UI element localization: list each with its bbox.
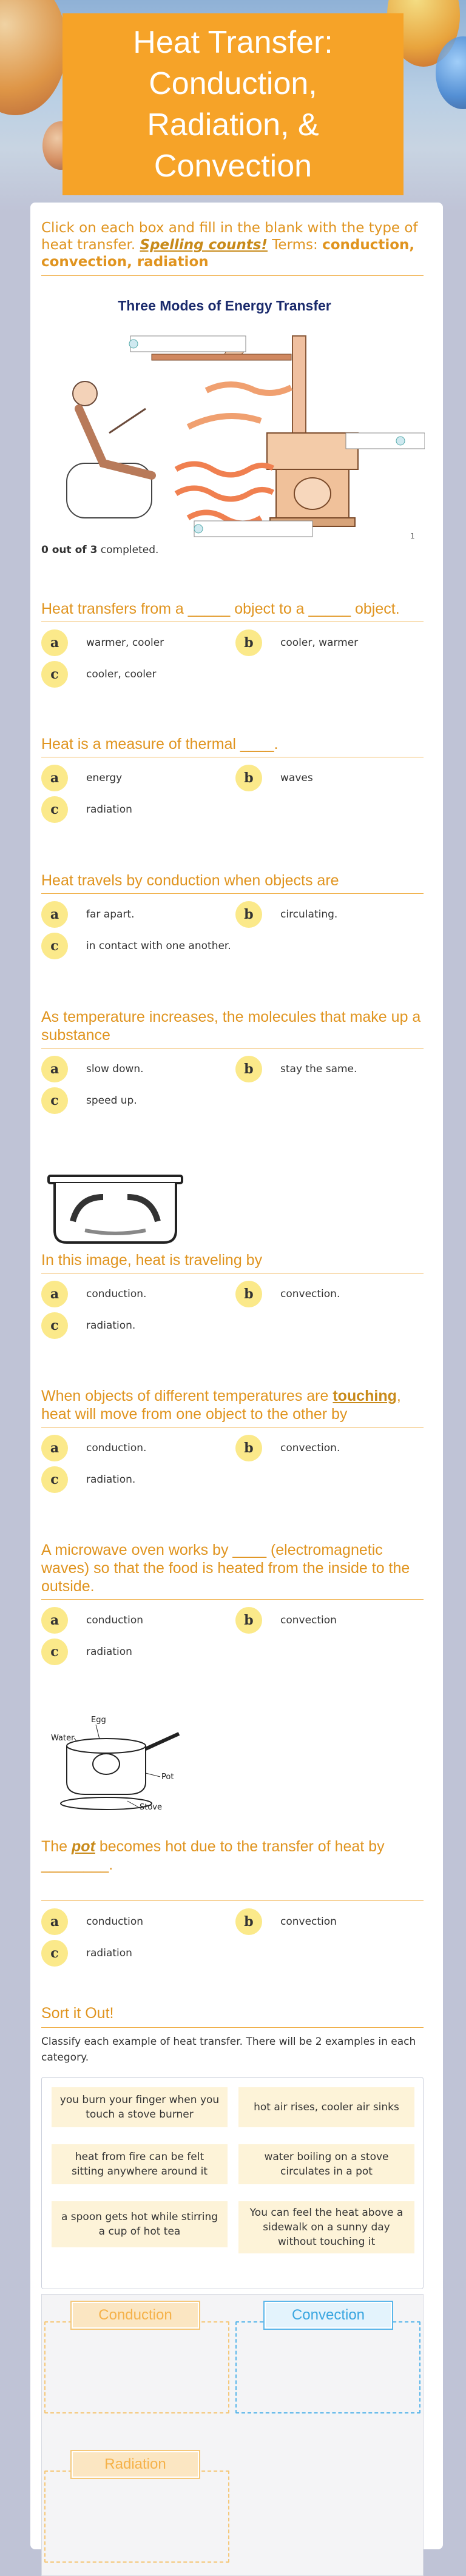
option-b[interactable] [235, 1056, 357, 1082]
egg-label: Egg [91, 1716, 106, 1725]
egg-icon [93, 1754, 120, 1774]
option-letter: a [41, 765, 68, 791]
bin-radiation[interactable] [44, 2470, 229, 2563]
question-title: Heat travels by conduction when objects are [41, 872, 339, 889]
option-b[interactable] [235, 765, 313, 791]
question-5 [41, 1251, 424, 1341]
leader-line [146, 1773, 160, 1777]
option-label: in contact with one another. [86, 940, 231, 952]
option-b[interactable] [235, 1281, 340, 1307]
option-a[interactable] [41, 1056, 144, 1082]
option-a[interactable] [41, 1908, 143, 1935]
options [41, 629, 424, 690]
divider [41, 893, 424, 894]
bin-conduction-header [62, 2301, 208, 2330]
convection-arrow [206, 384, 291, 393]
sort-title: Sort it Out! [41, 2005, 114, 2022]
option-label: slow down. [86, 1063, 144, 1075]
divider [41, 2027, 424, 2028]
option-letter: c [41, 1087, 68, 1114]
question-title: The pot becomes hot due to the transfer of heat by ________. [41, 1838, 385, 1873]
sort-items-area [41, 2077, 424, 2289]
sort-chip[interactable]: a spoon gets hot while stirring a cup of hot tea [52, 2201, 228, 2247]
shelf [152, 354, 291, 360]
sort-chip[interactable]: You can feel the heat above a sidewalk on a sunny day without touching it [238, 2201, 414, 2253]
option-c[interactable] [41, 1087, 137, 1114]
option-a[interactable] [41, 1281, 146, 1307]
option-label: radiation [86, 1646, 132, 1658]
option-letter: a [41, 1056, 68, 1082]
person-head [73, 381, 97, 406]
option-b[interactable] [235, 629, 358, 656]
sort-chip[interactable]: hot air rises, cooler air sinks [238, 2087, 414, 2127]
stove-diagram-image [42, 287, 425, 542]
option-c[interactable] [41, 661, 156, 688]
option-c[interactable] [41, 1940, 132, 1967]
question-3 [41, 871, 424, 962]
option-letter: c [41, 796, 68, 823]
option-label: energy [86, 772, 123, 784]
bin-convection[interactable] [235, 2321, 420, 2413]
egg-pot-image [49, 1712, 188, 1816]
options [41, 1607, 424, 1668]
question-title: Heat transfers from a _____ object to a _____ object. [41, 600, 400, 617]
option-label: cooler, cooler [86, 668, 157, 680]
option-b[interactable] [235, 901, 337, 928]
question-2 [41, 735, 424, 825]
answer-blank-convection[interactable] [130, 336, 246, 352]
option-label: conduction [86, 1916, 143, 1928]
options [41, 1435, 424, 1495]
radiation-arrow [176, 464, 273, 475]
option-letter: c [41, 1312, 68, 1339]
bin-label: Conduction [98, 2307, 172, 2323]
sort-chip[interactable]: heat from fire can be felt sitting anywhere around it [52, 2144, 228, 2184]
option-label: cooler, warmer [280, 637, 359, 649]
option-letter: b [235, 1607, 262, 1634]
divider [41, 1900, 424, 1901]
option-letter: c [41, 933, 68, 959]
option-letter: a [41, 1607, 68, 1634]
option-letter: b [235, 629, 262, 656]
option-label: far apart. [86, 908, 135, 921]
option-a[interactable] [41, 901, 134, 928]
option-label: conduction. [86, 1288, 147, 1300]
question-6 [41, 1387, 424, 1495]
poker [109, 409, 146, 433]
bin-label: Convection [291, 2307, 365, 2323]
option-label: radiation. [86, 1474, 136, 1486]
sort-bins [41, 2294, 424, 2576]
water-label: Water [51, 1734, 75, 1743]
leader-line [127, 1801, 138, 1807]
option-b[interactable] [235, 1908, 337, 1935]
option-letter: c [41, 1466, 68, 1493]
question-4 [41, 1008, 424, 1116]
option-label: speed up. [86, 1095, 137, 1107]
option-b[interactable] [235, 1435, 340, 1461]
option-label: conduction. [86, 1442, 147, 1454]
options [41, 765, 424, 825]
question-title: Heat is a measure of thermal ____. [41, 736, 279, 753]
option-c[interactable] [41, 933, 231, 959]
options [41, 1281, 424, 1341]
option-label: radiation [86, 803, 132, 816]
energy-transfer-diagram [42, 287, 425, 542]
option-letter: a [41, 1281, 68, 1307]
worksheet-card [30, 203, 443, 2549]
pot-rim [49, 1176, 182, 1183]
option-label: radiation [86, 1947, 132, 1959]
option-c[interactable] [41, 1639, 132, 1665]
option-label: circulating. [280, 908, 338, 921]
question-8 [41, 1837, 424, 1969]
sort-description: Classify each example of heat transfer. There will be 2 examples in each category. [41, 2036, 416, 2064]
option-a[interactable] [41, 1435, 146, 1461]
option-b[interactable] [235, 1607, 337, 1634]
option-label: convection. [280, 1442, 340, 1454]
convection-pot-image [42, 1170, 188, 1249]
stove-door [294, 478, 331, 509]
bin-convection-header [255, 2301, 401, 2330]
radiation-arrow [176, 488, 273, 499]
option-c[interactable] [41, 1312, 135, 1339]
stove-top [267, 433, 358, 469]
answer-blank-conduction[interactable] [346, 433, 425, 449]
option-letter: b [235, 1281, 262, 1307]
option-label: convection. [280, 1288, 340, 1300]
question-title: A microwave oven works by ____ (electromagnetic waves) so that the food is heated from the inside to the outside. [41, 1541, 410, 1595]
blank-marker-icon [129, 340, 138, 348]
sort-chip[interactable]: you burn your finger when you touch a stove burner [52, 2087, 228, 2127]
divider [41, 1599, 424, 1600]
option-letter: b [235, 765, 262, 791]
stove-pipe [292, 336, 306, 439]
option-letter: b [235, 901, 262, 928]
pot-label: Pot [161, 1773, 174, 1782]
question-title: In this image, heat is traveling by [41, 1252, 263, 1269]
pot-handle [146, 1734, 179, 1749]
option-a[interactable] [41, 629, 164, 656]
title-banner [62, 13, 404, 195]
option-letter: b [235, 1435, 262, 1461]
option-letter: b [235, 1908, 262, 1935]
completion-status: 0 out of 3 completed. [41, 544, 159, 556]
instructions [41, 220, 424, 276]
option-c[interactable] [41, 1466, 135, 1493]
question-7 [41, 1541, 424, 1668]
option-a[interactable] [41, 765, 122, 791]
option-label: convection [280, 1614, 337, 1626]
diagram-title: Three Modes of Energy Transfer [118, 298, 331, 314]
instructions-text: Click on each box and fill in the blank with the type of heat transfer. Spelling counts! Terms: conduction, convection, radiation [41, 220, 418, 270]
option-label: stay the same. [280, 1063, 357, 1075]
bin-conduction[interactable] [44, 2321, 229, 2413]
option-letter: a [41, 1908, 68, 1935]
divider [41, 275, 424, 276]
option-letter: c [41, 661, 68, 688]
answer-blank-radiation[interactable] [194, 521, 312, 537]
option-c[interactable] [41, 796, 132, 823]
blank-marker-icon [396, 437, 405, 445]
options [41, 901, 424, 962]
question-title: When objects of different temperatures are touching, heat will move from one object to the other by [41, 1387, 401, 1423]
option-a[interactable] [41, 1607, 143, 1634]
page-title: Heat Transfer: Conduction, Radiation, & Convection [133, 25, 333, 184]
option-label: conduction [86, 1614, 143, 1626]
pot-rim [67, 1739, 146, 1753]
option-letter: a [41, 1435, 68, 1461]
stove-burner [61, 1797, 152, 1810]
option-label: warmer, cooler [86, 637, 164, 649]
option-letter: c [41, 1639, 68, 1665]
bin-radiation-header [62, 2450, 208, 2479]
option-letter: b [235, 1056, 262, 1082]
question-title: As temperature increases, the molecules that make up a substance [41, 1008, 421, 1044]
options [41, 1908, 424, 1969]
sort-chip[interactable]: water boiling on a stove circulates in a pot [238, 2144, 414, 2184]
blank-marker-icon [194, 525, 203, 533]
option-letter: a [41, 901, 68, 928]
option-letter: a [41, 629, 68, 656]
option-label: radiation. [86, 1320, 136, 1332]
options [41, 1056, 424, 1116]
convection-arrow [188, 416, 261, 427]
hot-air-balloon-image [0, 0, 67, 115]
bin-label: Radiation [104, 2456, 166, 2472]
stove-label: Stove [140, 1803, 162, 1812]
question-1 [41, 600, 424, 690]
sort-section [41, 2005, 424, 2065]
diagram-page-mark: 1 [410, 532, 415, 540]
option-label: waves [280, 772, 313, 784]
option-label: convection [280, 1916, 337, 1928]
option-letter: c [41, 1940, 68, 1967]
